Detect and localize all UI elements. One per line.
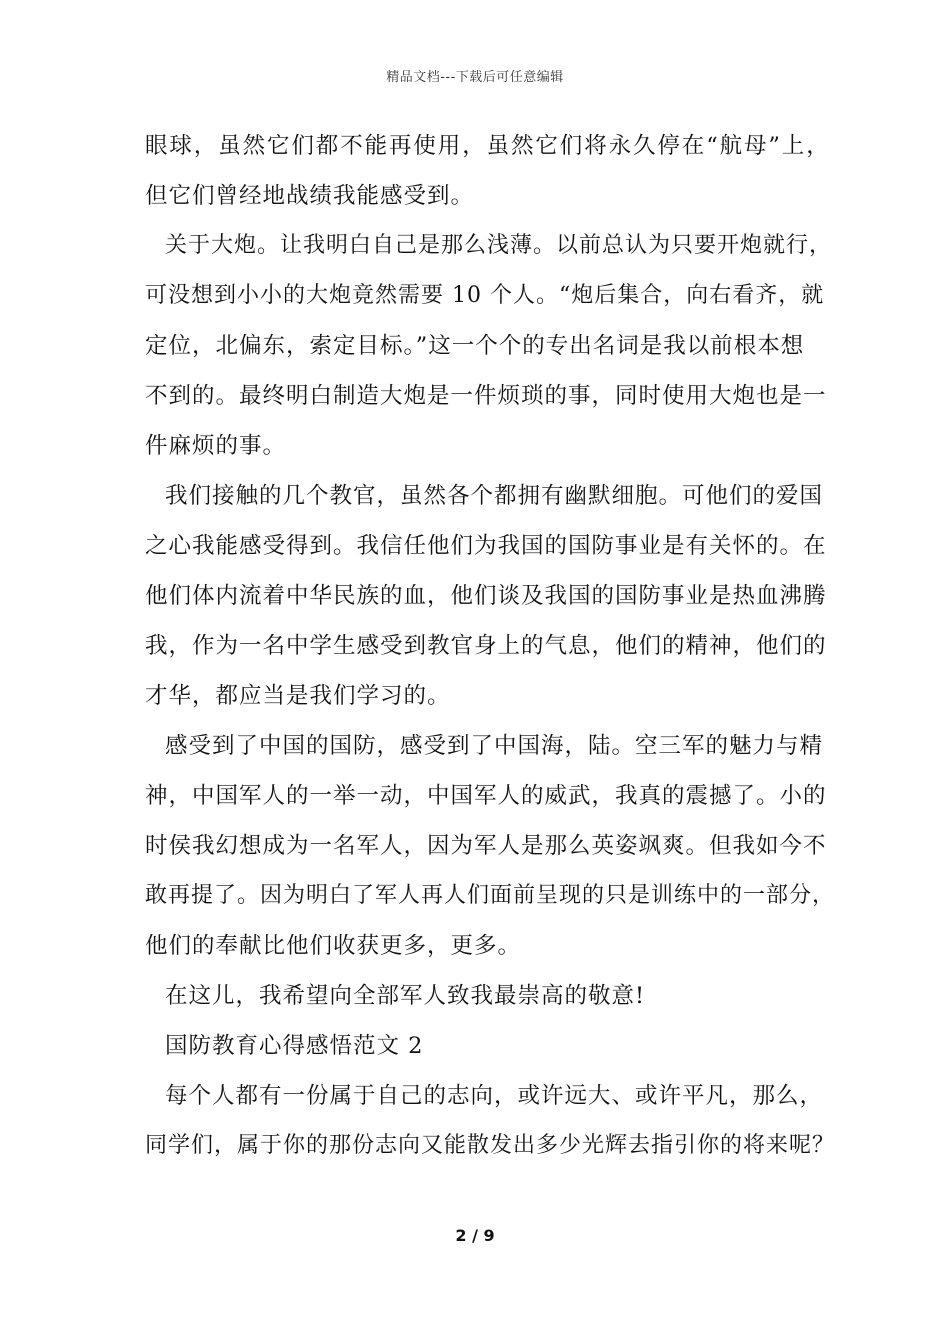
text-line: 同学们，属于你的那份志向又能散发出多少光辉去指引你的将来呢？ [145, 1133, 836, 1158]
paragraph-start-line: 关于大炮。让我明白自己是那么浅薄。以前总认为只要开炮就行， [165, 233, 833, 258]
page-header: 精品文档---下载后可任意编辑 [386, 70, 564, 85]
text-line: 他们的奉献比他们收获更多，更多。 [145, 933, 522, 959]
text-line: 可没想到小小的大炮竟然需要 10 个人。“炮后集合，向右看齐，就 [145, 283, 825, 308]
text-line: 敢再提了。因为明白了军人再人们面前呈现的只是训练中的一部分， [145, 883, 836, 908]
paragraph-start-line: 感受到了中国的国防，感受到了中国海，陆。空三军的魅力与精 [165, 733, 824, 759]
page-number: 2 / 9 [455, 1226, 495, 1245]
text-line: 神，中国军人的一举一动，中国军人的威武，我真的震撼了。小的 [145, 783, 827, 809]
section-heading: 国防教育心得感悟范文 2 [165, 1033, 424, 1059]
text-line: 之心我能感受得到。我信任他们为我国的国防事业是有关怀的。在 [145, 533, 827, 559]
paragraph-start-line: 每个人都有一份属于自己的志向，或许远大、或许平凡，那么， [165, 1083, 824, 1109]
document-body [145, 126, 835, 1176]
text-line: 不到的。最终明白制造大炮是一件烦琐的事，同时使用大炮也是一 [145, 383, 827, 409]
paragraph-start-line: 我们接触的几个教官，虽然各个都拥有幽默细胞。可他们的爱国 [165, 483, 824, 509]
paragraph-start-line: 在这儿，我希望向全部军人致我最崇高的敬意! [165, 983, 646, 1009]
text-line: 他们体内流着中华民族的血，他们谈及我国的国防事业是热血沸腾 [145, 583, 827, 609]
text-line: 我，作为一名中学生感受到教官身上的气息，他们的精神，他们的 [145, 633, 827, 659]
text-line: 时侯我幻想成为一名军人，因为军人是那么英姿飒爽。但我如今不 [145, 833, 827, 859]
text-line: 眼球，虽然它们都不能再使用，虽然它们将永久停在“航母”上， [145, 133, 831, 159]
text-line: 但它们曾经地战绩我能感受到。 [145, 183, 475, 209]
text-line: 定位，北偏东，索定目标。”这一个个的专出名词是我以前根本想 [145, 333, 805, 359]
text-line: 才华，都应当是我们学习的。 [145, 683, 451, 709]
text-line: 件麻烦的事。 [145, 433, 287, 459]
